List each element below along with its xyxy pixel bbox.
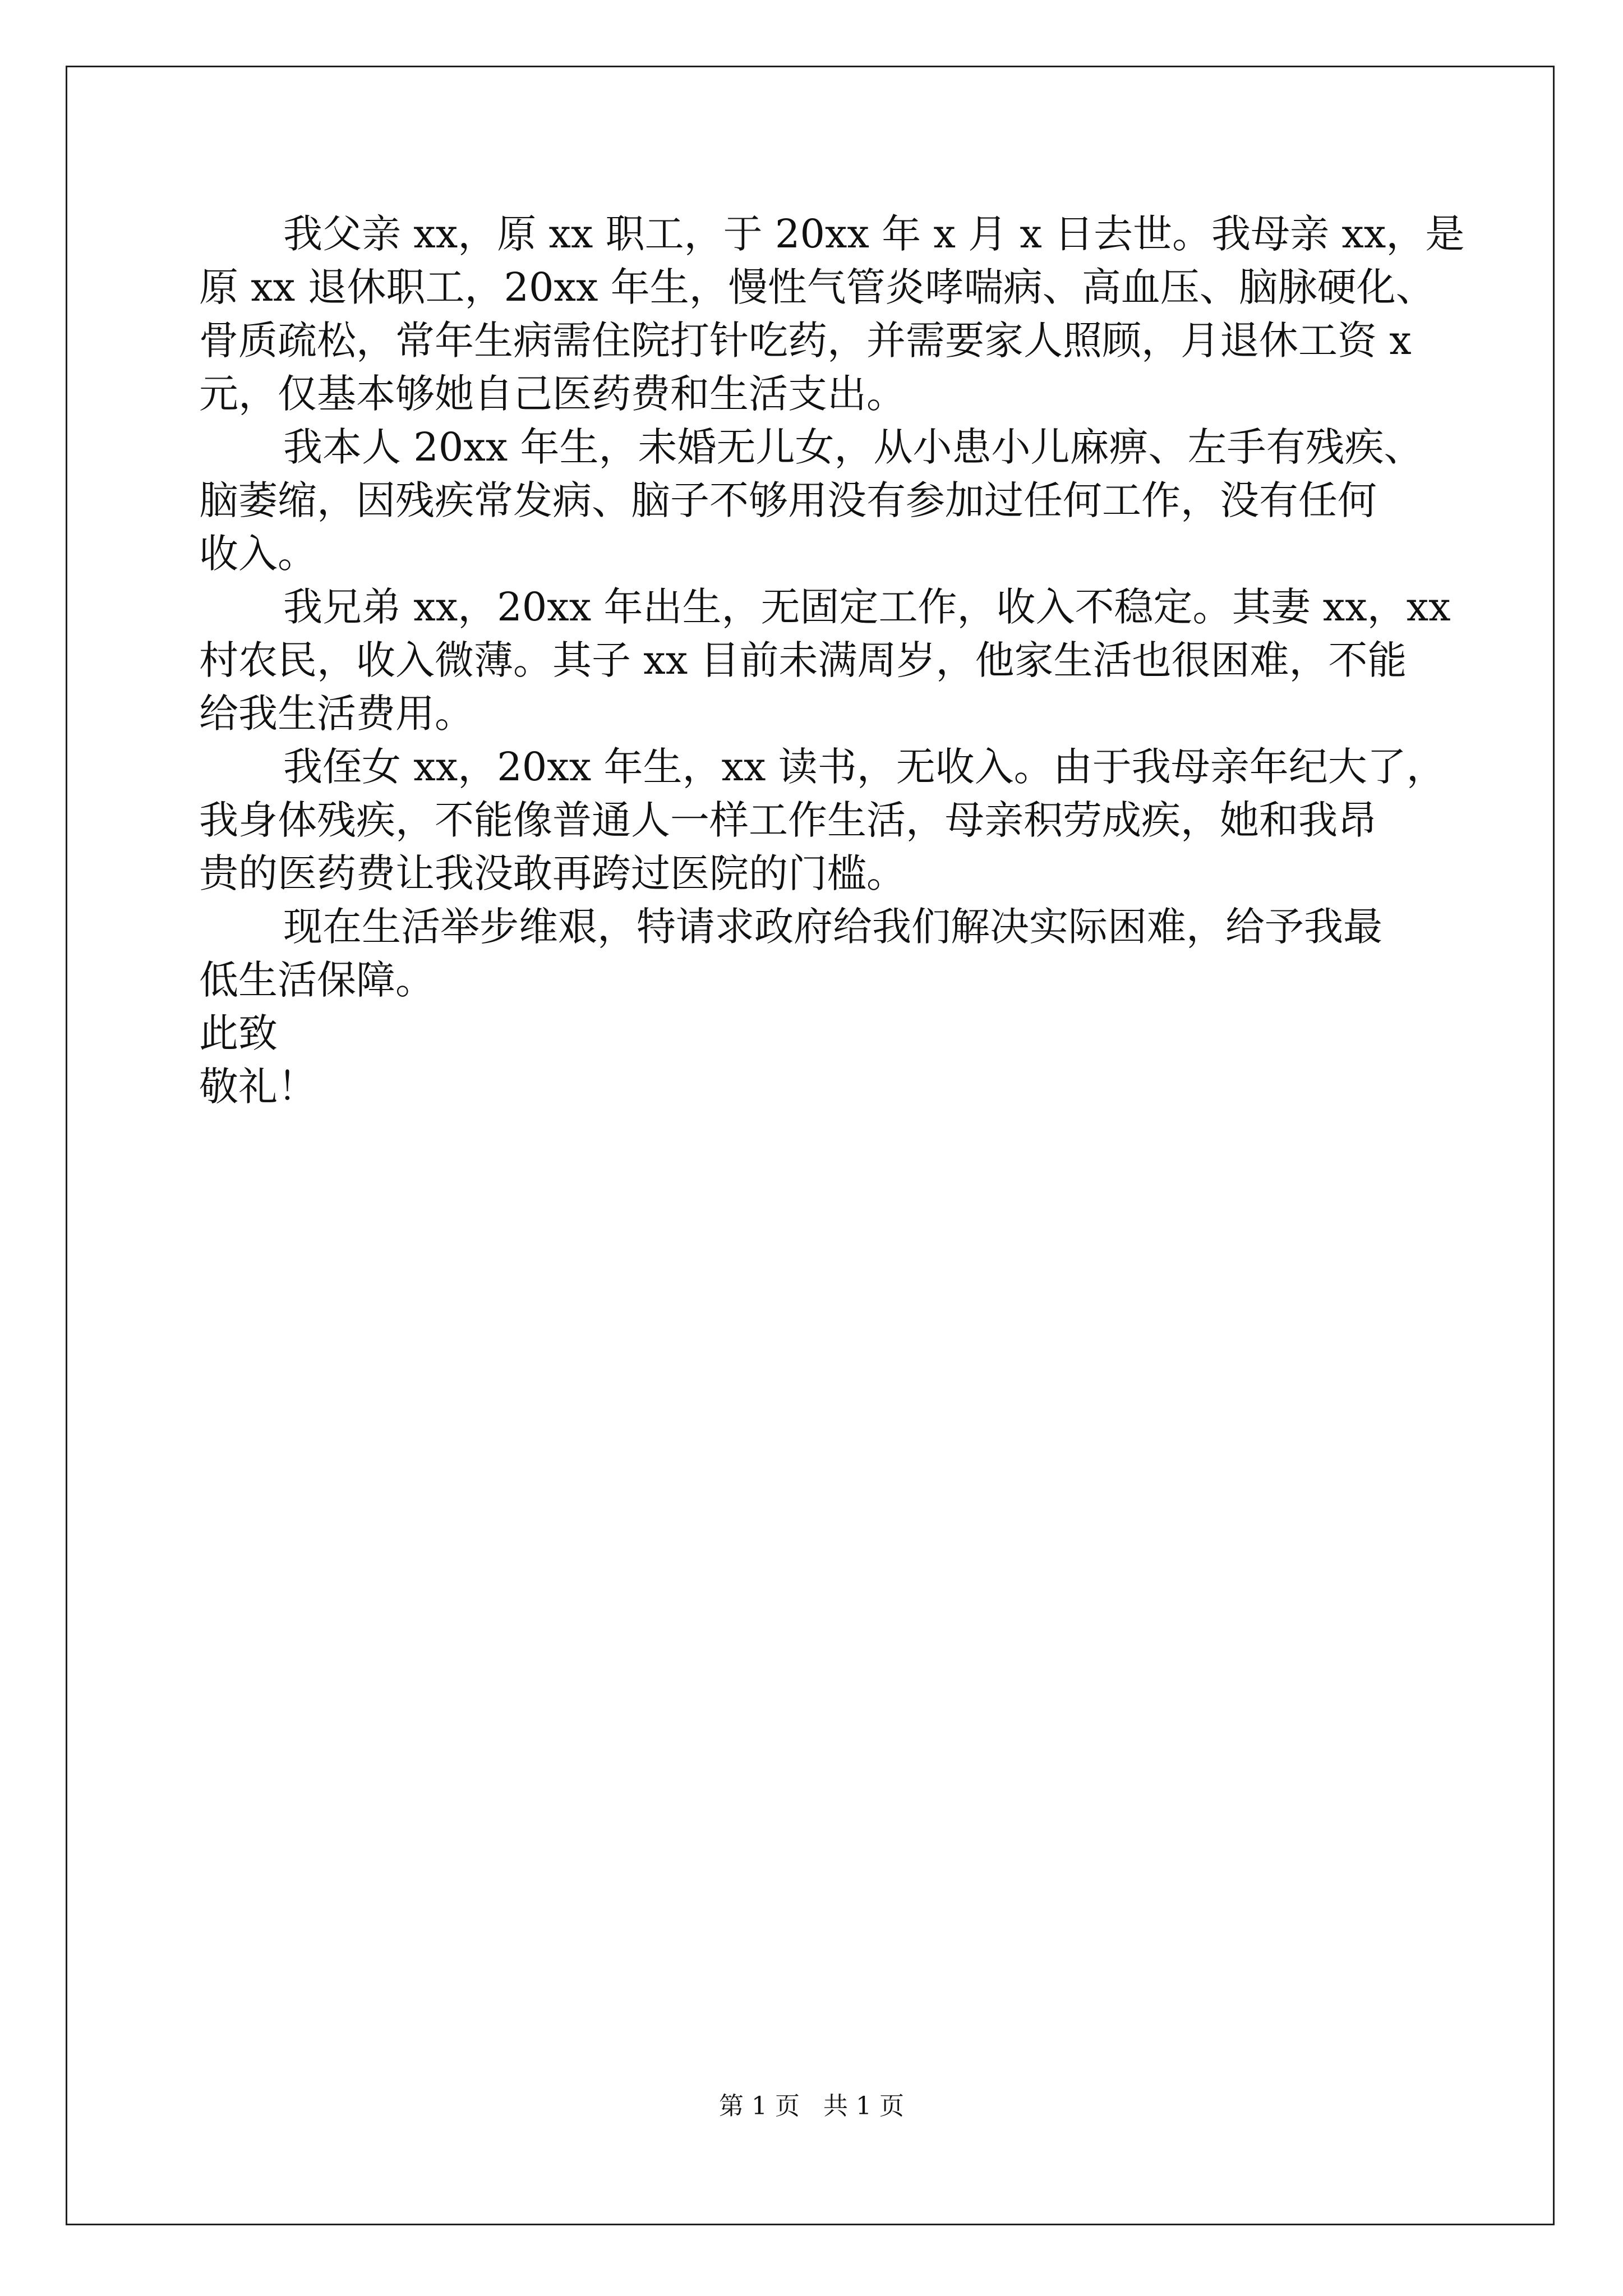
text-line: 脑萎缩，因残疾常发病、脑子不够用没有参加过任何工作，没有任何	[199, 477, 1377, 523]
paragraph-request	[199, 900, 1455, 1007]
text-line: 原 xx 退休职工，20xx 年生，慢性气管炎哮喘病、高血压、脑脉硬化、	[199, 264, 1435, 310]
text-line: 骨质疏松，常年生病需住院打针吃药，并需要家人照顾，月退休工资 x	[199, 318, 1412, 364]
text-line: 我父亲 xx，原 xx 职工，于 20xx 年 x 月 x 日去世。我母亲 xx，是	[283, 211, 1465, 257]
text-line: 我侄女 xx，20xx 年生，xx 读书，无收入。由于我母亲年纪大了，	[283, 744, 1446, 790]
text-line: 低生活保障。	[199, 957, 435, 1003]
paragraph-niece	[199, 740, 1455, 900]
text-line: 村农民，收入微薄。其子 xx 目前未满周岁，他家生活也很困难，不能	[199, 637, 1407, 683]
text-line: 贵的医药费让我没敢再跨过医院的门槛。	[199, 850, 906, 896]
closing-salutation: 此致	[199, 1010, 278, 1056]
paragraph-father-mother	[199, 208, 1465, 421]
paragraph-brother	[199, 581, 1455, 740]
closing-regards: 敬礼！	[199, 1064, 317, 1110]
text-line: 我身体残疾，不能像普通人一样工作生活，母亲积劳成疾，她和我昂	[199, 797, 1377, 843]
letter-body	[199, 208, 1465, 1114]
text-line: 现在生活举步维艰，特请求政府给我们解决实际困难，给予我最	[283, 904, 1382, 950]
page-number: 第 1 页 共 1 页	[719, 2092, 904, 2120]
text-line: 元，仅基本够她自己医药费和生活支出。	[199, 371, 906, 417]
paragraph-self	[199, 421, 1455, 581]
text-line: 我本人 20xx 年生，未婚无儿女，从小患小儿麻痹、左手有残疾、	[283, 424, 1423, 470]
text-line: 我兄弟 xx，20xx 年出生，无固定工作，收入不稳定。其妻 xx，xx	[283, 584, 1451, 630]
text-line: 给我生活费用。	[199, 691, 474, 737]
text-line: 收入。	[199, 531, 317, 577]
